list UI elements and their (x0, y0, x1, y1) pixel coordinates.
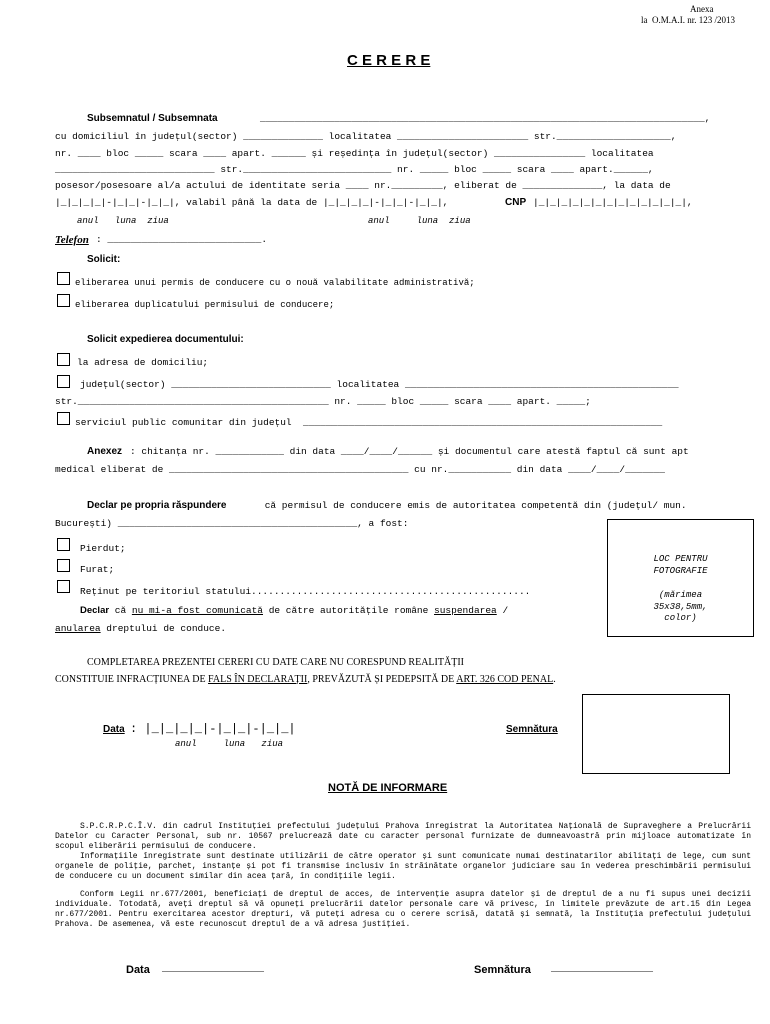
warning-underline-2: ART. 326 COD PENAL (456, 674, 554, 685)
warning-text-c: . (553, 674, 556, 685)
declar-text-c: / (496, 605, 509, 616)
photo-size-1: (mărimea (658, 590, 703, 600)
delivery-option1-checkbox[interactable] (57, 353, 70, 366)
warning-text-b: , PREVĂZUTĂ ȘI PEDEPSITĂ DE (307, 674, 457, 685)
warning-line2 (55, 674, 556, 686)
request-option1-label: eliberarea unui permis de conducere cu o nouă valabilitate administrativă; (75, 278, 475, 288)
declar-underline-1: nu mi-a fost comunicată (131, 605, 263, 616)
footer-signature-field[interactable]: _________________ (551, 964, 654, 975)
declar-text-d: dreptului de conduce. (100, 623, 227, 634)
note-para2: Informațiile înregistrate sunt destinate utilizării de către operator și sunt comunicate numai destinatarilor abilitați de lege, cum sunt organele de poliție, parchet, instanțe și pot fi transmise inclusiv în străinătate organelor judiciare sau în vederea preschimbării permisului de conducere cu un document similar din acea țară, în condițiile legii. (55, 852, 751, 881)
declaration-not-communicated (80, 605, 508, 617)
declar-underline-3: anularea (55, 623, 101, 634)
declaration-label: Declar pe propria răspundere (87, 500, 227, 511)
declar-text-b: de către autoritățile române (263, 605, 435, 616)
request-option1-checkbox[interactable] (57, 272, 70, 285)
annex-receipt-line[interactable]: : chitanța nr. ____________ din data ____/____/______ și documentul care atestă faptul că sunt apt (130, 446, 689, 457)
warning-underline-1: FALS ÎN DECLARAȚII (208, 674, 308, 685)
declaration-lost-checkbox[interactable] (57, 538, 70, 551)
sign-date-label: Data (103, 724, 125, 735)
delivery-option2-address[interactable]: județul(sector) ____________________________ localitatea ________________________________________________ (80, 379, 679, 390)
warning-text-a: CONSTITUIE INFRACȚIUNEA DE (55, 674, 209, 685)
annex-label: Anexez (87, 446, 123, 457)
declaration-county-line[interactable]: București) __________________________________________, a fost: (55, 518, 409, 529)
footer-signature-label: Semnătura (474, 964, 531, 976)
declaration-stolen-label: Furat; (80, 564, 115, 575)
footer-date-label: Data (126, 964, 150, 976)
date-hint-valid: anul luna ziua (368, 216, 471, 226)
sign-date-field[interactable]: : |_|_|_|_|-|_|_|-|_|_| (130, 722, 296, 736)
annex-ref-line1: Anexa (690, 4, 714, 14)
note-para1: S.P.C.R.P.C.Î.V. din cadrul Instituției prefectului județului Prahova înregistrat la Autoritatea Națională de Supraveghere a Prelucrării Datelor cu Caracter Personal, sub nr. 10567 prelucrează date cu caracter personal furnizate de dumneavoastră prin mijloace automatizate în scopul eliberării permisului de conducere. (55, 822, 751, 851)
sign-signature-label: Semnătura (506, 724, 558, 735)
applicant-address-line[interactable]: nr. ____ bloc _____ scara ____ apart. ______ și reședința în județul(sector) ________________ localitatea (55, 148, 654, 159)
declaration-retained-checkbox[interactable] (57, 580, 70, 593)
delivery-option3-checkbox[interactable] (57, 412, 70, 425)
signature-box[interactable] (582, 694, 730, 774)
page-title: C E R E R E (347, 52, 431, 69)
delivery-option1-label: la adresa de domiciliu; (77, 357, 209, 368)
declar-underline-2: suspendarea (434, 605, 497, 616)
warning-line1: COMPLETAREA PREZENTEI CERERI CU DATE CARE NU CORESPUND REALITĂȚII (87, 657, 464, 668)
delivery-option3-label[interactable]: serviciul public comunitar din județul _______________________________________________________________ (75, 417, 663, 428)
request-label: Solicit: (87, 254, 121, 265)
photo-size-2: 35x38,5mm, (653, 602, 708, 612)
phone-field[interactable]: : ___________________________. (96, 234, 268, 245)
applicant-label: Subsemnatul / Subsemnata (87, 113, 218, 124)
declaration-lost-label: Pierdut; (80, 543, 126, 554)
applicant-id-line[interactable]: posesor/posesoare al/a actului de identitate seria ____ nr._________, eliberat de ______________, la data de (55, 180, 671, 191)
sign-date-hint: anul luna ziua (175, 739, 284, 749)
phone-label: Telefon (55, 234, 89, 246)
cnp-label: CNP (505, 197, 527, 208)
photo-size-3: color) (664, 613, 697, 623)
cnp-field[interactable]: |_|_|_|_|_|_|_|_|_|_|_|_|_|, (533, 197, 693, 208)
declar-label: Declar (80, 605, 110, 616)
declaration-stolen-checkbox[interactable] (57, 559, 70, 572)
photo-label-2: FOTOGRAFIE (653, 566, 708, 576)
footer-date-field[interactable]: _________________ (162, 964, 265, 975)
declaration-text: că permisul de conducere emis de autoritatea competentă din (județul/ mun. (259, 500, 687, 511)
annex-ref-line2: la O.M.A.I. nr. 123 /2013 (641, 15, 735, 25)
declaration-cancel-line (55, 623, 226, 635)
declaration-retained-label: Reținut pe teritoriul statului................................................. (80, 586, 531, 597)
request-option2-checkbox[interactable] (57, 294, 70, 307)
applicant-name-field[interactable]: ______________________________________________________________________________, (260, 113, 711, 124)
declar-text-a: că (109, 605, 132, 616)
applicant-domicile-line[interactable]: cu domiciliul în județul(sector) ______________ localitatea _______________________ str.____________________, (55, 131, 677, 142)
note-para3: Conform Legii nr.677/2001, beneficiați de dreptul de acces, de intervenție asupra datelor și de dreptul de a nu fi supus unei decizii individuale. Totodată, aveți dreptul să vă opuneți prelucrării datelor personale care vă privesc, în limitele prevăzute de art.15 din Legea nr.677/2001. Pentru exercitarea acestor drepturi, vă puteți adresa cu o cerere scrisă, datată și semnată, la Instituția prefectului județului Prahova. De asemenea, vă este recunoscut dreptul de a vă adresa justiției. (55, 890, 751, 929)
delivery-label: Solicit expedierea documentului: (87, 334, 244, 345)
applicant-dates-field[interactable]: |_|_|_|_|-|_|_|-|_|_|, valabil până la data de |_|_|_|_|-|_|_|-|_|_|, (55, 197, 449, 208)
delivery-option2-street[interactable]: str.____________________________________________ nr. _____ bloc _____ scara ____ apart. _____; (55, 396, 591, 407)
photo-label-1: LOC PENTRU (653, 554, 708, 564)
applicant-residence-line[interactable]: ____________________________ str.__________________________ nr. _____ bloc _____ scara ____ apart.______, (55, 164, 654, 175)
annex-medical-line[interactable]: medical eliberat de __________________________________________ cu nr.___________ din data ____/____/_______ (55, 464, 665, 475)
date-hint-issue: anul luna ziua (77, 216, 169, 226)
request-option2-label: eliberarea duplicatului permisului de conducere; (75, 300, 335, 310)
note-title: NOTĂ DE INFORMARE (328, 782, 448, 794)
delivery-option2-checkbox[interactable] (57, 375, 70, 388)
